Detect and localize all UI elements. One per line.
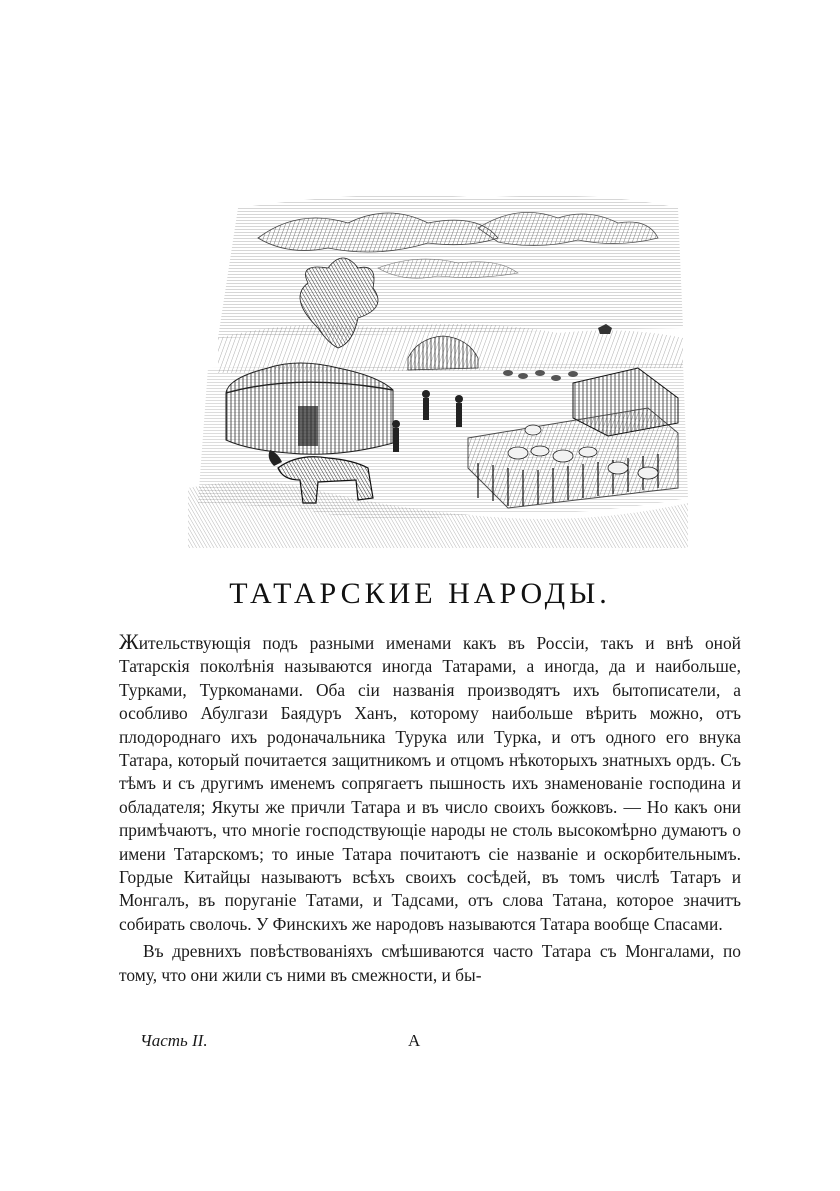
volume-part-label: Часть II.: [140, 1031, 208, 1050]
paragraph-2: Въ древнихъ повѣствованіяхъ смѣшиваются часто Татара съ Монгалами, по тому, что они жили съ ними въ смежности, и бы-: [119, 941, 741, 985]
engraving-svg: [178, 168, 698, 548]
paragraph-1: Жительствующія подъ разными именами какъ въ Россіи, такъ и внѣ оной Татарскія поколѣнія называются иногда Татарами, а иногда, да и наибольше, Турками, Туркоманами. Оба сіи названія производятъ ихъ бытописатели, а особливо Абулгази Баядуръ Ханъ, которому наибольше вѣрить можно, отъ плодороднаго ихъ родоначальника Турука или Турка, и отъ одного его внука Татара, который почитается защитникомъ и отцомъ нѣкоторыхъ знатныхъ ордъ. Съ тѣмъ и съ другимъ именемъ сопрягаетъ пышность ихъ знаменованіе господина и обладателя; Якуты же причли Татара и въ число своихъ божковъ. — Но какъ они примѣчаютъ, что многіе господствующіе народы не столь высокомѣрно думаютъ о имени Татарскомъ; то иные Татара почитаютъ сіе названіе и оскорбительнымъ. Гордые Китайцы называютъ всѣхъ своихъ сосѣдей, въ томъ числѣ Татаръ и Монгалъ, въ поруганіе Татами, и Тадсами, отъ слова Татана, которое значитъ собирать сволочь. У Финскихъ же народовъ называются Татара вообще Спасами.: [119, 629, 741, 934]
page-footer: [140, 1031, 740, 1057]
body-text: [119, 630, 741, 987]
signature-mark: A: [408, 1031, 421, 1050]
page-title: ТАТАРСКИЕ НАРОДЫ.: [229, 577, 611, 611]
engraving-illustration: [178, 168, 698, 548]
